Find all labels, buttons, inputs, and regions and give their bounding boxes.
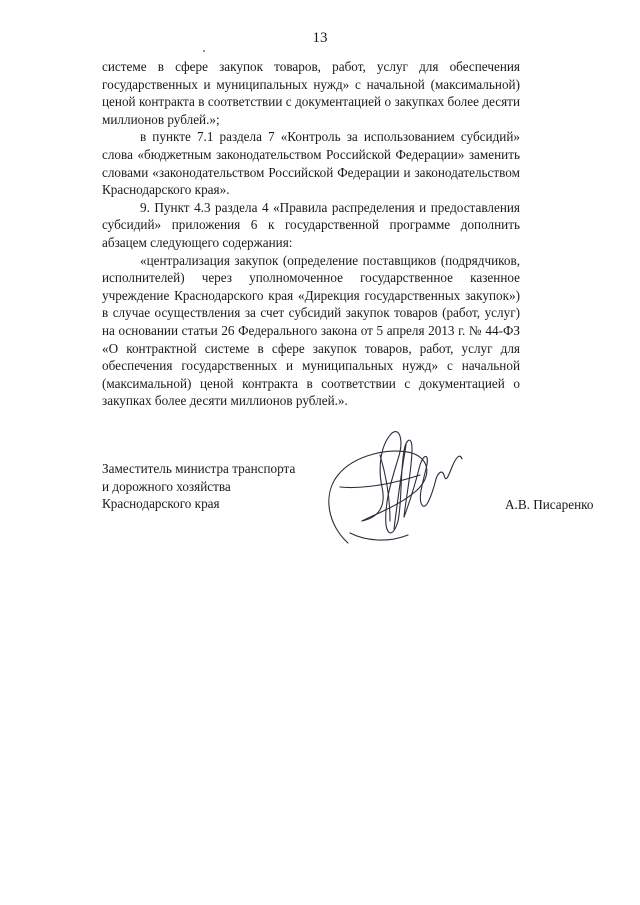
paragraph-added-clause: «централизация закупок (определение поставщиков (подрядчиков, исполнителей) через уполномоченное государственное казенное учреждение Краснодарского края «Дирекция государственных закупок») в случае осуществления за счет субсидий закупок товаров (работ, услуг) на основании статьи 26 Федерального закона от 5 апреля 2013 г. № 44-ФЗ «О контрактной системе в сфере закупок товаров, работ, услуг для обеспечения государственных и муниципальных нужд» с начальной (максимальной) ценой контракта в соответствии с документацией о закупках более десяти миллионов рублей.». bbox=[102, 252, 520, 409]
signer-position-line: и дорожного хозяйства bbox=[102, 478, 231, 494]
signer-name: А.В. Писаренко bbox=[505, 497, 594, 512]
document-body bbox=[102, 58, 520, 410]
signer-position bbox=[102, 460, 342, 513]
handwritten-signature bbox=[320, 425, 470, 555]
paragraph-item-9: 9. Пункт 4.3 раздела 4 «Правила распределения и предоставления субсидий» приложения 6 к государственной программе дополнить абзацем следующего содержания: bbox=[102, 199, 520, 250]
page-number: 13 bbox=[312, 30, 328, 46]
scan-dot bbox=[203, 50, 205, 52]
signer-position-line: Краснодарского края bbox=[102, 496, 220, 512]
paragraph-amendment-7-1: в пункте 7.1 раздела 7 «Контроль за использованием субсидий» слова «бюджетным законодательством Российской Федерации» заменить словами «законодательством Российской Федерации и законодательством Краснодарского края». bbox=[102, 129, 520, 198]
signer-position-line: Заместитель министра транспорта bbox=[102, 461, 296, 476]
paragraph-continuation: системе в сфере закупок товаров, работ, услуг для обеспечения государственных и муниципальных нужд» с начальной (максимальной) ценой контракта в соответствии с документацией о закупках более десяти миллионов рублей.»; bbox=[102, 59, 520, 127]
